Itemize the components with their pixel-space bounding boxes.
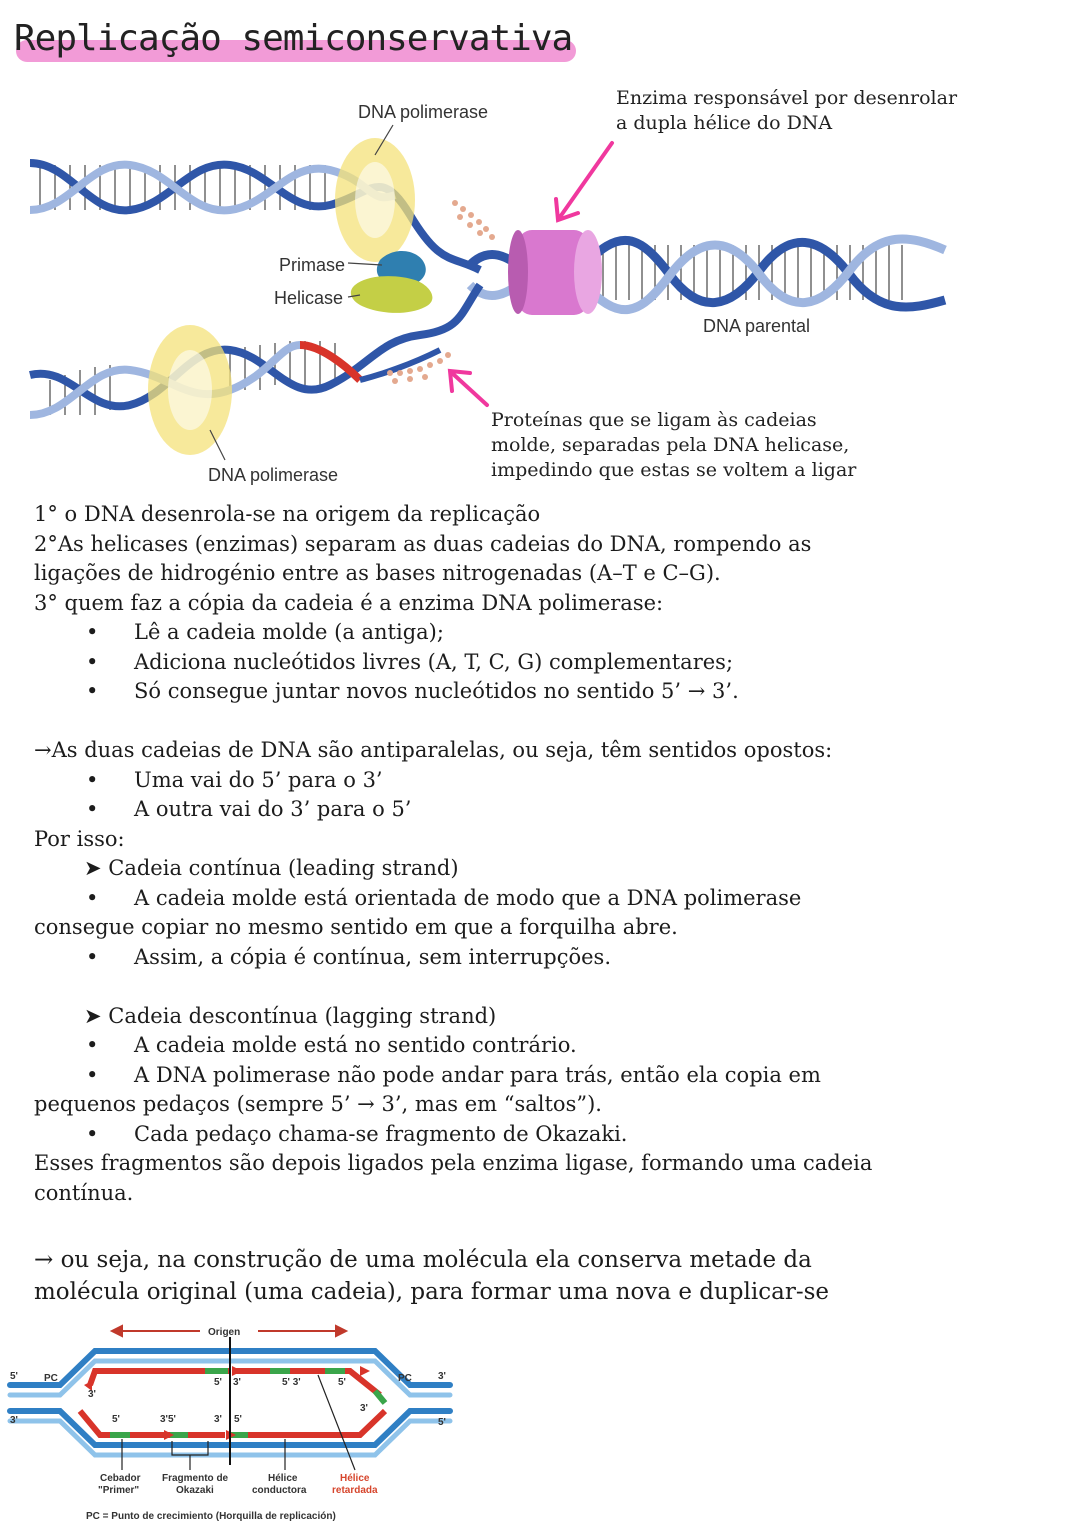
- step-3: 3° quem faz a cópia da cadeia é a enzima DNA polimerase:: [34, 590, 664, 615]
- lagging-heading: ➤ Cadeia descontínua (lagging strand): [84, 1003, 497, 1028]
- ligase-line-2: contínua.: [34, 1180, 134, 1205]
- list-item: • Assim, a cópia é contínua, sem interrupções.: [86, 944, 611, 969]
- svg-text:3': 3': [88, 1389, 96, 1400]
- svg-text:3': 3': [438, 1371, 446, 1382]
- svg-text:5': 5': [338, 1377, 346, 1388]
- list-item: • A cadeia molde está no sentido contrário.: [86, 1033, 577, 1057]
- label-helice-retardada: Hélice: [340, 1473, 370, 1484]
- label-pc-left: PC: [44, 1373, 58, 1384]
- svg-text:3': 3': [233, 1377, 241, 1388]
- leading-heading: ➤ Cadeia contínua (leading strand): [84, 856, 459, 880]
- label-helice-conductora: Hélice: [268, 1473, 298, 1484]
- svg-text:5': 5': [112, 1414, 120, 1425]
- step-2-line-1: 2°As helicases (enzimas) separam as duas cadeias do DNA, rompendo as: [34, 531, 812, 556]
- label-dna-polimerase-top: DNA polimerase: [358, 102, 489, 122]
- list-item: • Cada pedaço chama-se fragmento de Okazaki.: [86, 1121, 628, 1146]
- label-fragmento-okazaki: Fragmento de: [162, 1473, 229, 1484]
- arrow-to-helicase: [560, 143, 612, 217]
- label-primase: Primase: [279, 255, 346, 275]
- note-helicase: Enzima responsável por desenrolar a dupla hélice do DNA: [616, 87, 958, 134]
- leading-b1-continuation: consegue copiar no mesmo sentido em que a forquilha abre.: [34, 915, 678, 939]
- arrow-to-ssb: [452, 373, 487, 405]
- list-item: • Adiciona nucleótidos livres (A, T, C, G) complementares;: [86, 649, 734, 674]
- svg-text:3'5': 3'5': [160, 1414, 176, 1425]
- svg-text:"Primer": "Primer": [98, 1485, 140, 1496]
- svg-text:3': 3': [360, 1403, 368, 1414]
- list-item: • A cadeia molde está orientada de modo que a DNA polimerase: [86, 885, 802, 910]
- label-pc-right: PC: [398, 1373, 412, 1384]
- list-item: • Uma vai do 5’ para o 3’: [86, 767, 383, 792]
- list-item: • A outra vai do 3’ para o 5’: [86, 797, 412, 821]
- svg-text:5': 5': [214, 1377, 222, 1388]
- svg-text:5': 5': [10, 1371, 18, 1382]
- svg-text:retardada: retardada: [332, 1485, 378, 1496]
- closing-text: → ou seja, na construção de uma molécula ela conserva metade da molécula original (uma cadeia), para formar uma nova e duplicar-se: [34, 1247, 830, 1305]
- svg-text:3': 3': [10, 1415, 18, 1426]
- antiparallel-text: →As duas cadeias de DNA são antiparalelas, ou seja, têm sentidos opostos:: [34, 738, 833, 762]
- body-text: [34, 500, 1044, 1208]
- svg-text:5': 5': [234, 1414, 242, 1425]
- svg-text:5': 5': [438, 1417, 446, 1428]
- por-isso: Por isso:: [34, 826, 125, 851]
- rna-primer-red: [300, 345, 360, 380]
- ligase-line-1: Esses fragmentos são depois ligados pela enzima ligase, formando uma cadeia: [34, 1151, 873, 1175]
- svg-text:Okazaki: Okazaki: [176, 1485, 214, 1496]
- svg-text:5' 3': 5' 3': [282, 1377, 301, 1388]
- label-cebador: Cebador: [100, 1473, 141, 1484]
- label-dna-parental: DNA parental: [703, 316, 811, 336]
- label-dna-polimerase-bottom: DNA polimerase: [208, 465, 339, 485]
- step-1: 1° o DNA desenrola-se na origem da replicação: [34, 502, 541, 526]
- list-item: • Lê a cadeia molde (a antiga);: [86, 620, 444, 644]
- svg-text:3': 3': [214, 1414, 222, 1425]
- lagging-b2-continuation: pequenos pedaços (sempre 5’ → 3’, mas em “saltos”).: [34, 1092, 602, 1116]
- list-item: • A DNA polimerase não pode andar para trás, então ela copia em: [86, 1062, 821, 1087]
- note-ssb-proteins: Proteínas que se ligam às cadeias molde, separadas pela DNA helicase, impedindo que estas se voltem a ligar: [491, 409, 857, 481]
- page-title: Replicação semiconservativa: [14, 18, 573, 59]
- replication-bubble-figure: [0, 1315, 470, 1528]
- title-block: [14, 18, 572, 68]
- label-helicase: Helicase: [274, 288, 344, 308]
- helicase-shape: [351, 276, 433, 313]
- step-2-line-2: ligações de hidrogénio entre as bases nitrogenadas (A–T e C–G).: [34, 561, 721, 585]
- label-pc-footer: PC = Punto de crecimiento (Horquilla de replicación): [86, 1511, 336, 1522]
- list-item: • Só consegue juntar novos nucleótidos no sentido 5’ → 3’.: [86, 679, 739, 703]
- svg-text:conductora: conductora: [252, 1485, 307, 1496]
- label-origen: Origen: [208, 1327, 241, 1338]
